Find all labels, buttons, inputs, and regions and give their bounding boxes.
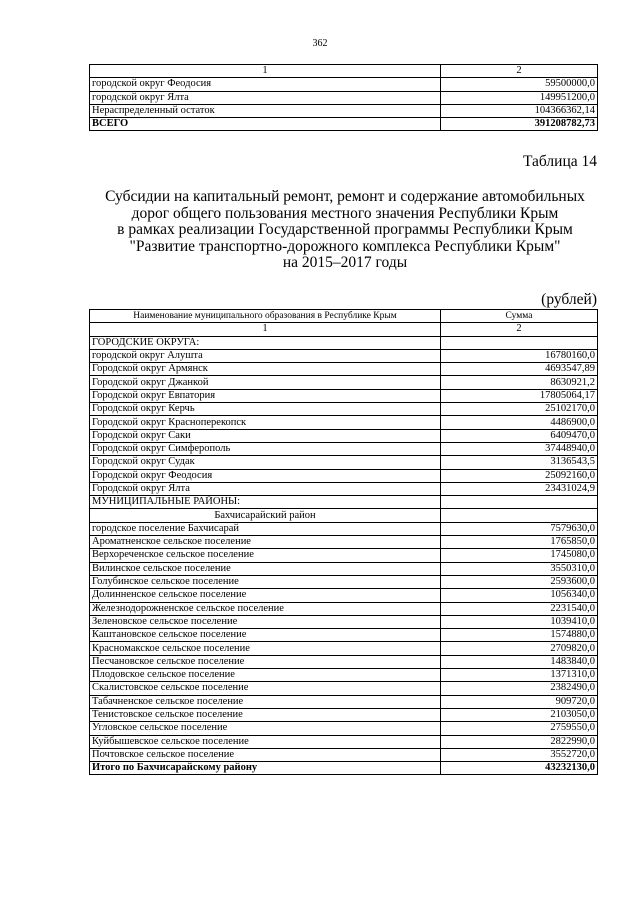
row-name: Куйбышевское сельское поселение (90, 735, 441, 748)
table-row (90, 482, 598, 495)
title-line: дорог общего пользования местного значения Республики Крым (131, 204, 559, 222)
title-line: на 2015–2017 годы (282, 254, 408, 271)
row-name: Железнодорожненское сельское поселение (90, 602, 441, 615)
row-amount: 2382490,0 (441, 682, 598, 695)
row-name: Ароматненское сельское поселение (90, 536, 441, 549)
row-name: Зеленовское сельское поселение (90, 615, 441, 628)
row-amount: 6409470,0 (441, 429, 598, 442)
table-row (90, 536, 598, 549)
table-row (90, 91, 598, 104)
row-name: Городской округ Красноперекопск (90, 416, 441, 429)
table-row (90, 708, 598, 721)
district-total-row (90, 762, 598, 775)
main-table-number-row (90, 323, 598, 336)
table-row (90, 104, 598, 117)
table-row (90, 575, 598, 588)
row-amount: 7579630,0 (441, 522, 598, 535)
table-row (90, 78, 598, 91)
table-row (90, 562, 598, 575)
table-row (90, 722, 598, 735)
row-name: Песчановское сельское поселение (90, 655, 441, 668)
title-line: в рамках реализации Государственной программы Республики Крым (117, 221, 573, 238)
row-amount: 149951200,0 (441, 91, 598, 104)
row-name: Нераспределенный остаток (90, 104, 441, 117)
subsidies-table (89, 309, 598, 775)
section-row (90, 496, 598, 509)
row-name: городское поселение Бахчисарай (90, 522, 441, 535)
district-row (90, 509, 598, 522)
table-row (90, 602, 598, 615)
top-table-header-row (90, 65, 598, 78)
row-name: Плодовское сельское поселение (90, 669, 441, 682)
table-row (90, 389, 598, 402)
row-name: Городской округ Армянск (90, 363, 441, 376)
row-name: Почтовское сельское поселение (90, 748, 441, 761)
page-number: 362 (312, 38, 328, 49)
row-amount: 3552720,0 (441, 748, 598, 761)
section-row (90, 336, 598, 349)
row-amount: 104366362,14 (441, 104, 598, 117)
row-name: городской округ Феодосия (90, 78, 441, 91)
table-row (90, 522, 598, 535)
table-row (90, 429, 598, 442)
district-total-amount: 43232130,0 (441, 762, 598, 775)
row-name: Городской округ Феодосия (90, 469, 441, 482)
column-number-1: 1 (90, 323, 441, 336)
district-total-label: Итого по Бахчисарайскому району (90, 762, 441, 775)
top-table (89, 64, 598, 131)
table-row (90, 403, 598, 416)
row-amount: 1745080,0 (441, 549, 598, 562)
row-amount: 25092160,0 (441, 469, 598, 482)
row-name: Городской округ Саки (90, 429, 441, 442)
row-name: Городской округ Джанкой (90, 376, 441, 389)
row-amount: 1483840,0 (441, 655, 598, 668)
row-amount: 2709820,0 (441, 642, 598, 655)
title-line: "Развитие транспортно-дорожного комплекса Республики Крым" (129, 237, 561, 255)
row-name: Каштановское сельское поселение (90, 629, 441, 642)
top-table-col-number-1: 1 (90, 65, 441, 78)
row-amount (441, 509, 598, 522)
table-caption: Таблица 14 (522, 153, 597, 170)
row-name: Вилинское сельское поселение (90, 562, 441, 575)
table-row (90, 456, 598, 469)
table-row (90, 682, 598, 695)
table-row (90, 349, 598, 362)
table-row (90, 669, 598, 682)
total-amount: 391208782,73 (441, 118, 598, 131)
row-name: Голубинское сельское поселение (90, 575, 441, 588)
row-name: Скалистовское сельское поселение (90, 682, 441, 695)
table-row (90, 469, 598, 482)
row-amount: 1574880,0 (441, 629, 598, 642)
row-amount: 23431024,9 (441, 482, 598, 495)
column-header-amount: Сумма (441, 310, 598, 323)
table-row (90, 695, 598, 708)
table-row (90, 629, 598, 642)
row-amount: 1765850,0 (441, 536, 598, 549)
row-amount: 2593600,0 (441, 575, 598, 588)
section-label: ГОРОДСКИЕ ОКРУГА: (90, 336, 441, 349)
row-name: Красномакское сельское поселение (90, 642, 441, 655)
row-name: Табачненское сельское поселение (90, 695, 441, 708)
row-amount: 17805064,17 (441, 389, 598, 402)
row-name: Городской округ Симферополь (90, 442, 441, 455)
top-table-col-number-2: 2 (441, 65, 598, 78)
title-line: Субсидии на капитальный ремонт, ремонт и содержание автомобильных (105, 188, 585, 205)
row-amount: 4693547,89 (441, 363, 598, 376)
row-amount: 8630921,2 (441, 376, 598, 389)
total-row (90, 118, 598, 131)
row-amount (441, 496, 598, 509)
total-label: ВСЕГО (90, 118, 441, 131)
row-amount: 2103050,0 (441, 708, 598, 721)
table-row (90, 549, 598, 562)
row-name: Городской округ Судак (90, 456, 441, 469)
row-amount: 3136543,5 (441, 456, 598, 469)
table-row (90, 416, 598, 429)
row-amount: 3550310,0 (441, 562, 598, 575)
row-amount: 909720,0 (441, 695, 598, 708)
unit-label: (рублей) (541, 291, 597, 308)
row-name: Верхореченское сельское поселение (90, 549, 441, 562)
table-row (90, 589, 598, 602)
table-row (90, 442, 598, 455)
row-amount: 2822990,0 (441, 735, 598, 748)
table-row (90, 376, 598, 389)
row-amount: 4486900,0 (441, 416, 598, 429)
main-table-header-row (90, 310, 598, 323)
row-name: Тенистовское сельское поселение (90, 708, 441, 721)
row-name: городской округ Ялта (90, 91, 441, 104)
row-amount: 37448940,0 (441, 442, 598, 455)
row-name: Угловское сельское поселение (90, 722, 441, 735)
row-amount: 25102170,0 (441, 403, 598, 416)
row-amount: 16780160,0 (441, 349, 598, 362)
row-amount (441, 336, 598, 349)
row-amount: 1056340,0 (441, 589, 598, 602)
row-amount: 2231540,0 (441, 602, 598, 615)
row-amount: 2759550,0 (441, 722, 598, 735)
column-header-name: Наименование муниципального образования в Республике Крым (90, 310, 441, 323)
row-name: Городской округ Ялта (90, 482, 441, 495)
section-label: МУНИЦИПАЛЬНЫЕ РАЙОНЫ: (90, 496, 441, 509)
row-name: Городской округ Керчь (90, 403, 441, 416)
row-amount: 1371310,0 (441, 669, 598, 682)
row-amount: 1039410,0 (441, 615, 598, 628)
table-row (90, 363, 598, 376)
table-row (90, 735, 598, 748)
row-amount: 59500000,0 (441, 78, 598, 91)
row-name: Городской округ Евпатория (90, 389, 441, 402)
row-name: городской округ Алушта (90, 349, 441, 362)
table-row (90, 642, 598, 655)
table-row (90, 615, 598, 628)
column-number-2: 2 (441, 323, 598, 336)
row-name: Долинненское сельское поселение (90, 589, 441, 602)
district-name: Бахчисарайский район (90, 509, 441, 522)
table-row (90, 748, 598, 761)
table-row (90, 655, 598, 668)
document-title (60, 189, 630, 272)
